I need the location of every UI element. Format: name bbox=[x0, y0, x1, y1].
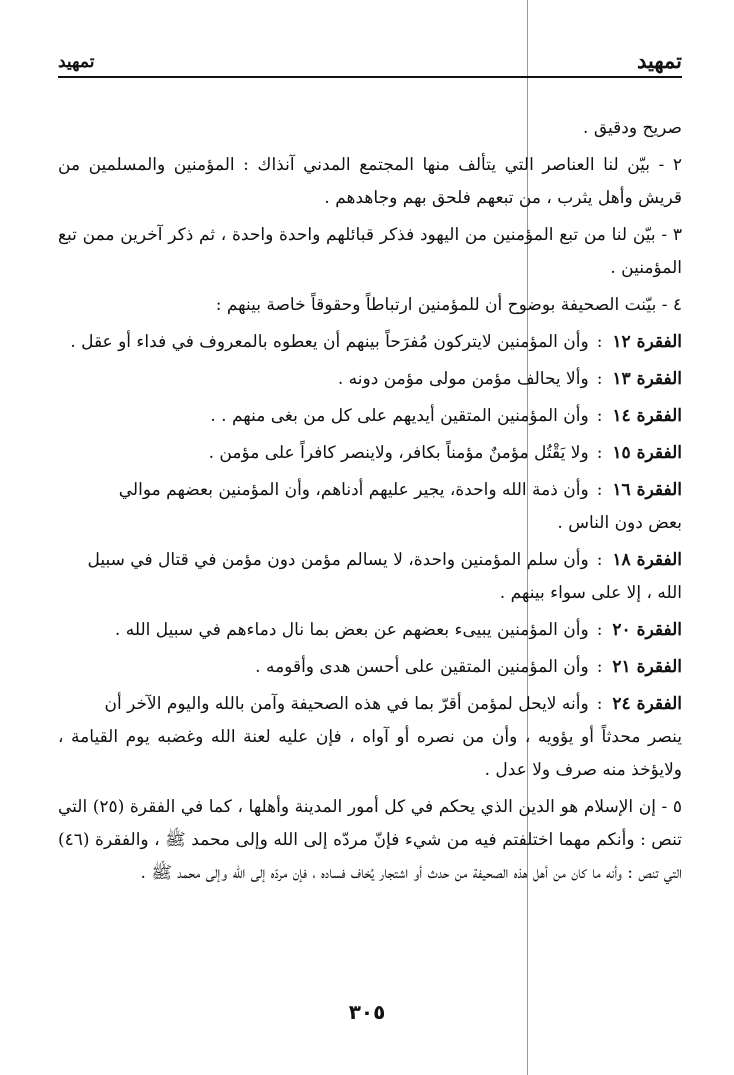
clause-label: الفقرة ١٨ bbox=[612, 550, 682, 570]
header-title-left: تمهيد bbox=[58, 52, 95, 72]
page-number: ٣٠٥ bbox=[348, 1000, 386, 1024]
clause-label: الفقرة ٢٠ bbox=[612, 620, 682, 640]
clause-entry-12 bbox=[58, 326, 682, 359]
clause-text: وأنه لايحل لمؤمن أقرّ بما في هذه الصحيفة وآمن بالله واليوم الآخر أن bbox=[104, 694, 589, 714]
paragraph-point-5: ٥ - إن الإسلام هو الدين الذي يحكم في كل أمور المدينة وأهلها ، كما في الفقرة (٢٥) التي تنص : وأنكم مهما اختلفتم فيه من شيء فإنّ مردّه إلى الله وإلى محمد ﷺ ، والفقرة (٤٦) التي تنص : وأنه ما كان من أهل هذه الصحيفة من حدث أو اشتجار يُخاف فساده ، فإن مردّه إلى الله وإلى محمد ﷺ . bbox=[58, 797, 682, 883]
clause-label: الفقرة ١٣ bbox=[612, 369, 682, 389]
clause-text: وأن المؤمنين المتقين على أحسن هدى وأقومه . bbox=[255, 657, 589, 677]
clause-text: وأن المؤمنين يبيىء بعضهم عن بعض بما نال دماءهم في سبيل الله . bbox=[114, 620, 589, 640]
header-title-right: تمهيد bbox=[636, 48, 682, 73]
clause-label: الفقرة ١٤ bbox=[612, 406, 682, 426]
clause-continuation: الله ، إلا على سواء بينهم . bbox=[499, 583, 682, 603]
clause-continuation: ينصر محدثاً أو يؤويه ، وأن من نصره أو آواه ، فإن عليه لعنة الله وغضبه يوم القيامة ، ولايؤخذ منه صرف ولا عدل . bbox=[58, 727, 682, 780]
clause-colon: : bbox=[596, 620, 603, 640]
page-body bbox=[58, 112, 682, 890]
clause-label: الفقرة ١٥ bbox=[612, 443, 682, 463]
clause-text: وألا يحالف مؤمن مولى مؤمن دونه . bbox=[337, 369, 589, 389]
clause-label: الفقرة ١٦ bbox=[612, 480, 682, 500]
clause-text: ولا يَقْتُل مؤمنٌ مؤمناً بكافر، ولاينصر كافراً على مؤمن . bbox=[208, 443, 589, 463]
clause-entry-16 bbox=[58, 474, 682, 507]
clause-text: وأن ذمة الله واحدة، يجير عليهم أدناهم، وأن المؤمنين بعضهم موالي bbox=[118, 480, 589, 500]
clause-colon: : bbox=[596, 694, 603, 714]
clause-entry-18 bbox=[58, 544, 682, 577]
clause-colon: : bbox=[596, 443, 603, 463]
clause-colon: : bbox=[596, 657, 603, 677]
header-rule bbox=[58, 76, 682, 78]
clause-text: وأن المؤمنين المتقين أيديهم على كل من بغى منهم . . bbox=[210, 406, 589, 426]
clause-entry-24 bbox=[58, 688, 682, 721]
clause-text: وأن المؤمنين لايتركون مُفرَحاً بينهم أن يعطوه بالمعروف في فداء أو عقل . bbox=[70, 332, 589, 352]
clause-colon: : bbox=[596, 480, 603, 500]
clause-entry-14 bbox=[58, 400, 682, 433]
clause-label: الفقرة ١٢ bbox=[612, 332, 682, 352]
clause-entry-13 bbox=[58, 363, 682, 396]
paragraph-point-4: ٤ - بيّنت الصحيفة بوضوح أن للمؤمنين ارتباطاً وحقوقاً خاصة بينهم : bbox=[215, 295, 682, 315]
paragraph-point-2: ٢ - بيّن لنا العناصر التي يتألف منها المجتمع المدني آنذاك : المؤمنين والمسلمين من قريش وأهل يثرب ، من تبعهم فلحق بهم وجاهدهم . bbox=[58, 155, 682, 208]
clause-continuation: بعض دون الناس . bbox=[557, 513, 682, 533]
clause-entry-15 bbox=[58, 437, 682, 470]
clause-entry-21 bbox=[58, 651, 682, 684]
clause-colon: : bbox=[596, 406, 603, 426]
clause-label: الفقرة ٢٤ bbox=[612, 694, 682, 714]
clause-colon: : bbox=[596, 332, 603, 352]
paragraph-intro: صريح ودقيق . bbox=[583, 118, 682, 138]
paragraph-point-3: ٣ - بيّن لنا من تبع المؤمنين من اليهود فذكر قبائلهم واحدة واحدة ، ثم ذكر آخرين ممن تبع المؤمنين . bbox=[58, 225, 682, 278]
clause-text: وأن سلم المؤمنين واحدة، لا يسالم مؤمن دون مؤمن في قتال في سبيل bbox=[87, 550, 589, 570]
clause-colon: : bbox=[596, 550, 603, 570]
clause-label: الفقرة ٢١ bbox=[612, 657, 682, 677]
clause-entry-20 bbox=[58, 614, 682, 647]
clause-colon: : bbox=[596, 369, 603, 389]
running-header bbox=[58, 48, 682, 78]
